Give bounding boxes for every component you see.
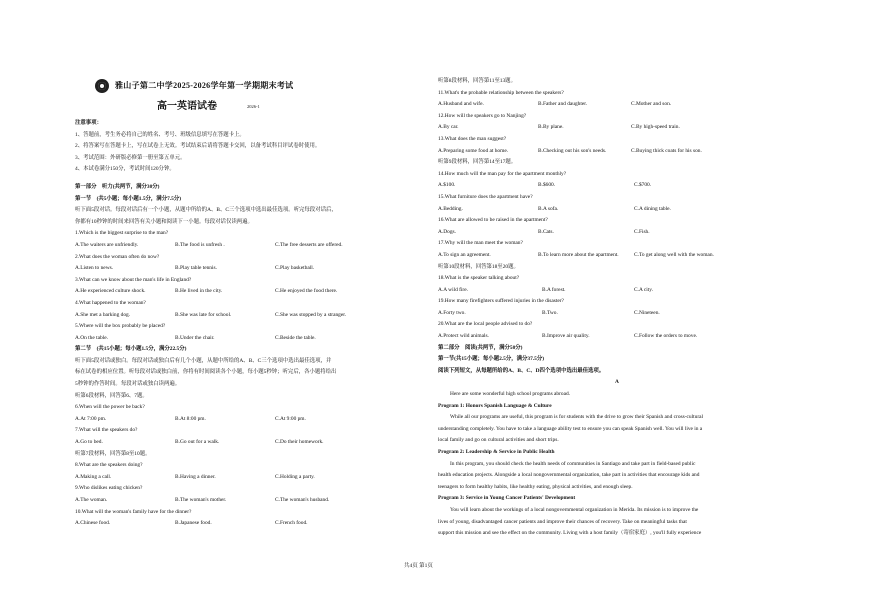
option-a: A.To sign an agreement. (438, 251, 491, 258)
material-intro: 听第10段材料，回答第18至20题。 (438, 263, 519, 270)
passage-line: lives of young, disadvantaged cancer patients and improve their chances of recovery. Take on meaningful tasks that (438, 518, 687, 525)
option-a: A.By car. (438, 124, 459, 131)
page-number: 共4页 第1页 (404, 563, 433, 569)
part2-section1-heading: 第一节(共15小题；每小题2.5分，满分37.5分) (438, 356, 545, 363)
passage-line: teenagers to form healthy habits, like healthy eating, physical activities, and enough sleep. (438, 483, 633, 490)
reading-instructions: 阅读下列短文，从每题所给的A、B、C、D四个选项中选出最佳选项。 (438, 367, 605, 374)
option-a: A.Husband and wife. (438, 101, 484, 108)
section2-instruction: 5秒钟的作答时间。每段对话或独白读两遍。 (75, 381, 181, 388)
option-b: B.Having a dinner. (175, 473, 216, 480)
option-c: C.He enjoyed the food there. (275, 288, 338, 295)
program-title: Program 1: Honors Spanish Language & Culture (438, 402, 552, 409)
material-intro: 听第6段材料，回答第6、7题。 (75, 392, 148, 399)
option-b: B.Improve air quality. (542, 333, 590, 340)
question-options (438, 227, 796, 239)
school-emblem-icon (95, 79, 109, 93)
question-stem: 19.How many firefighters suffered injuries in the disaster? (438, 298, 564, 305)
passage-line: support this mission and see the effect on the community. Living with a host family（寄宿家庭）, you'll fully experience (438, 530, 702, 537)
passage-label: A (615, 379, 619, 386)
part2-heading: 第二部分 阅读(共两节，满分50分) (438, 344, 523, 351)
passage-line: local family and go on cultural activities and short trips. (438, 437, 559, 444)
question-stem: 16.What are allowed to be raised in the apartment? (438, 217, 548, 224)
option-c: C.The woman's husband. (275, 497, 330, 503)
question-options (75, 263, 415, 275)
program-title: Program 2: Leadership & Service in Public Health (438, 449, 555, 455)
section2-heading: 第二节 (共15小题；每小题1.5分，满分22.5分) (75, 346, 187, 353)
option-b: B.To learn more about the apartment. (538, 251, 619, 258)
question-stem: 18.What is the speaker talking about? (438, 275, 520, 282)
material-intro: 听第7段材料，回答第8至10题。 (75, 450, 151, 457)
option-a: A.Forty two. (438, 309, 466, 316)
option-c: C.French food. (275, 520, 308, 527)
question-options (438, 308, 796, 320)
note-item: 1、答题前，考生务必将自己的姓名、考号、班级信息填写在答题卡上。 (75, 131, 245, 138)
option-b: B.Two. (542, 309, 558, 316)
question-stem: 7.What will the speakers do? (75, 427, 138, 434)
option-b: B.At 8:00 pm. (175, 415, 206, 422)
option-c: C.Holding a party. (275, 473, 315, 480)
question-options (75, 495, 415, 507)
question-options (438, 285, 796, 297)
option-a: A.Go to bed. (75, 439, 103, 446)
question-options (438, 180, 796, 192)
title-row (157, 96, 415, 118)
question-options (438, 99, 796, 111)
question-stem: 11.What's the probable relationship between the speakers? (438, 89, 564, 96)
option-a: A.A wild fire. (438, 286, 468, 293)
option-a: A.Protect wild animals. (438, 333, 489, 340)
program-title: Program 3: Service in Young Cancer Patients' Development (438, 495, 576, 502)
option-a: A.The woman. (75, 497, 108, 503)
option-b: B.A forest. (542, 286, 566, 293)
option-b: B.Under the chair. (175, 334, 215, 341)
option-c: C.At 9:00 pm. (275, 415, 306, 422)
option-b: B.The woman's mother. (175, 497, 227, 503)
option-a: A.On the table. (75, 334, 108, 341)
option-c: C.By high-speed train. (631, 124, 680, 131)
question-stem: 3.What can we know about the man's life in England? (75, 276, 192, 283)
left-column (75, 76, 415, 530)
question-stem: 15.What furniture does the apartment have? (438, 193, 533, 200)
material-intro: 听第9段材料，回答第14至17题。 (438, 159, 517, 166)
option-c: C.Play basketball. (275, 265, 315, 272)
question-stem: 20.What are the local people advised to do? (438, 321, 533, 328)
section1-heading: 第一节 (共5小题；每小题1.5分，满分7.5分) (75, 195, 182, 202)
passage-line: You will learn about the workings of a local nongovernmental organization in Merida. Its mission is to improve the (450, 506, 699, 513)
question-stem: 13.What does the man suggest? (438, 135, 507, 142)
question-stem: 5.Where will the box probably be placed? (75, 323, 166, 330)
option-c: C.Mother and son. (631, 101, 672, 108)
passage-line: understanding completely. You have to take a language ability test to ensure you can speak Spanish well. You will live in a (438, 425, 703, 432)
option-c: C.Buying thick coats for his son. (631, 147, 702, 154)
right-column (438, 76, 796, 540)
option-a: A.Bedding. (438, 205, 463, 212)
option-c: C.Fish. (634, 228, 650, 235)
option-c: C.A dining table. (634, 205, 671, 212)
option-a: A.Dogs. (438, 228, 456, 235)
question-stem: 10.What will the woman's family have for the dinner? (75, 508, 192, 515)
note-item: 4、本试卷满分150分，考试时间120分钟。 (75, 166, 175, 173)
question-stem: 14.How much will the man pay for the apartment monthly? (438, 170, 567, 177)
part1-heading: 第一部分 听力(共两节，满分30分) (75, 183, 160, 190)
option-b: B.$600. (538, 182, 556, 189)
question-stem: 8.What are the speakers doing? (75, 462, 143, 469)
option-c: C.She was stopped by a stranger. (275, 311, 347, 318)
passage-line: While all our programs are useful, this program is for students with the drive to grow their Spanish and cross-cultural (450, 414, 704, 421)
notes-heading: 注意事项： (75, 120, 102, 126)
question-options (75, 472, 415, 484)
option-c: C.To get along well with the woman. (634, 251, 714, 258)
option-b: B.She was late for school. (175, 311, 232, 318)
option-b: B.By plane. (538, 124, 564, 131)
question-stem: 4.What happened to the woman? (75, 299, 146, 306)
question-options (75, 414, 415, 426)
option-a: A.Preparing some food at home. (438, 147, 509, 154)
question-options (75, 437, 415, 449)
option-b: B.He lived in the city. (175, 288, 223, 295)
passage-line: health education projects. Alongside a local nongovernmental organization, take part in activities that encourage kids and (438, 472, 700, 479)
option-c: C.Do their homework. (275, 439, 324, 446)
exam-date: 2026-1 (247, 104, 260, 110)
exam-header (95, 76, 415, 96)
option-a: A.$100. (438, 182, 456, 189)
question-options (438, 250, 796, 262)
option-c: C.A city. (634, 286, 653, 293)
option-a: A.She met a barking dog. (75, 311, 131, 318)
option-a: A.Making a call. (75, 473, 112, 480)
option-b: B.Go out for a walk. (175, 439, 220, 446)
note-item: 3、考试范围：外研版必修第一册至第五单元。 (75, 154, 186, 161)
option-b: B.Japanese food. (175, 520, 212, 527)
question-options (75, 518, 415, 530)
section1-instruction: 你都有10秒钟的时间来回答有关小题和阅读下一小题。每段对话仅读两遍。 (75, 218, 253, 225)
question-stem: 17.Why will the man meet the woman? (438, 240, 523, 247)
material-intro: 听第8段材料，回答第11至13题。 (438, 78, 516, 84)
school-title: 雅山子第二中学2025-2026学年第一学期期末考试 (115, 81, 294, 91)
option-c: C.Follow the orders to move. (634, 333, 698, 340)
option-b: B.Father and daughter. (538, 101, 588, 108)
option-a: A.At 7:00 pm. (75, 415, 107, 422)
question-stem: 2.What does the woman often do now? (75, 253, 160, 260)
option-b: B.Play table tennis. (175, 265, 217, 272)
option-a: A.Chinese food. (75, 520, 111, 527)
question-options (75, 333, 415, 345)
question-options (75, 310, 415, 322)
note-item: 2、将答案写在答题卡上，写在试卷上无效。考试结束后请将答题卡交回，以备考试科目评试卷时使用。 (75, 143, 321, 150)
exam-title: 高一英语试卷 (157, 101, 217, 113)
option-a: A.Listen to news. (75, 265, 114, 272)
option-c: C.The free desserts are offered. (275, 241, 343, 248)
section1-instruction: 听下面5段对话。每段对话后有一个小题，从题中所给的A、B、C三个选项中选出最佳选项。听完每段对话后， (75, 207, 337, 214)
passage-intro: Here are some wonderful high school programs abroad. (450, 391, 571, 398)
passage-line: In this program, you should check the health needs of communities in Santiago and take part in field-based public (450, 460, 696, 467)
question-stem: 1.Which is the biggest surprise to the man? (75, 230, 169, 237)
question-options (438, 331, 796, 343)
option-a: A.He experienced culture shock. (75, 288, 146, 295)
section2-instruction: 标在试卷的相应位置。听每段对话或独白前，你将有时间阅读各个小题，每小题5秒钟；听完后，各小题将给出 (75, 369, 337, 376)
option-c: C.Beside the table. (275, 334, 316, 341)
question-stem: 9.Who dislikes eating chicken? (75, 485, 143, 492)
option-b: B.Cats. (538, 228, 554, 235)
question-options (438, 122, 796, 134)
question-stem: 6.When will the power be back? (75, 404, 145, 411)
option-c: C.$700. (634, 182, 652, 189)
question-options (438, 146, 796, 158)
question-stem: 12.How will the speakers go to Nanjing? (438, 112, 527, 119)
section2-instruction: 听下面5段对话或独白。每段对话或独白后有几个小题，从题中所给的A、B、C三个选项中选出最佳选项，并 (75, 357, 332, 364)
option-a: A.The waiters are unfriendly. (75, 241, 139, 248)
question-options (438, 204, 796, 216)
question-options (75, 286, 415, 298)
option-b: B.Checking out his son's needs. (538, 147, 607, 154)
question-options (75, 240, 415, 252)
option-b: B.A sofa. (538, 205, 559, 212)
option-b: B.The food is unfresh . (175, 241, 225, 248)
option-c: C.Nineteen. (634, 309, 660, 316)
